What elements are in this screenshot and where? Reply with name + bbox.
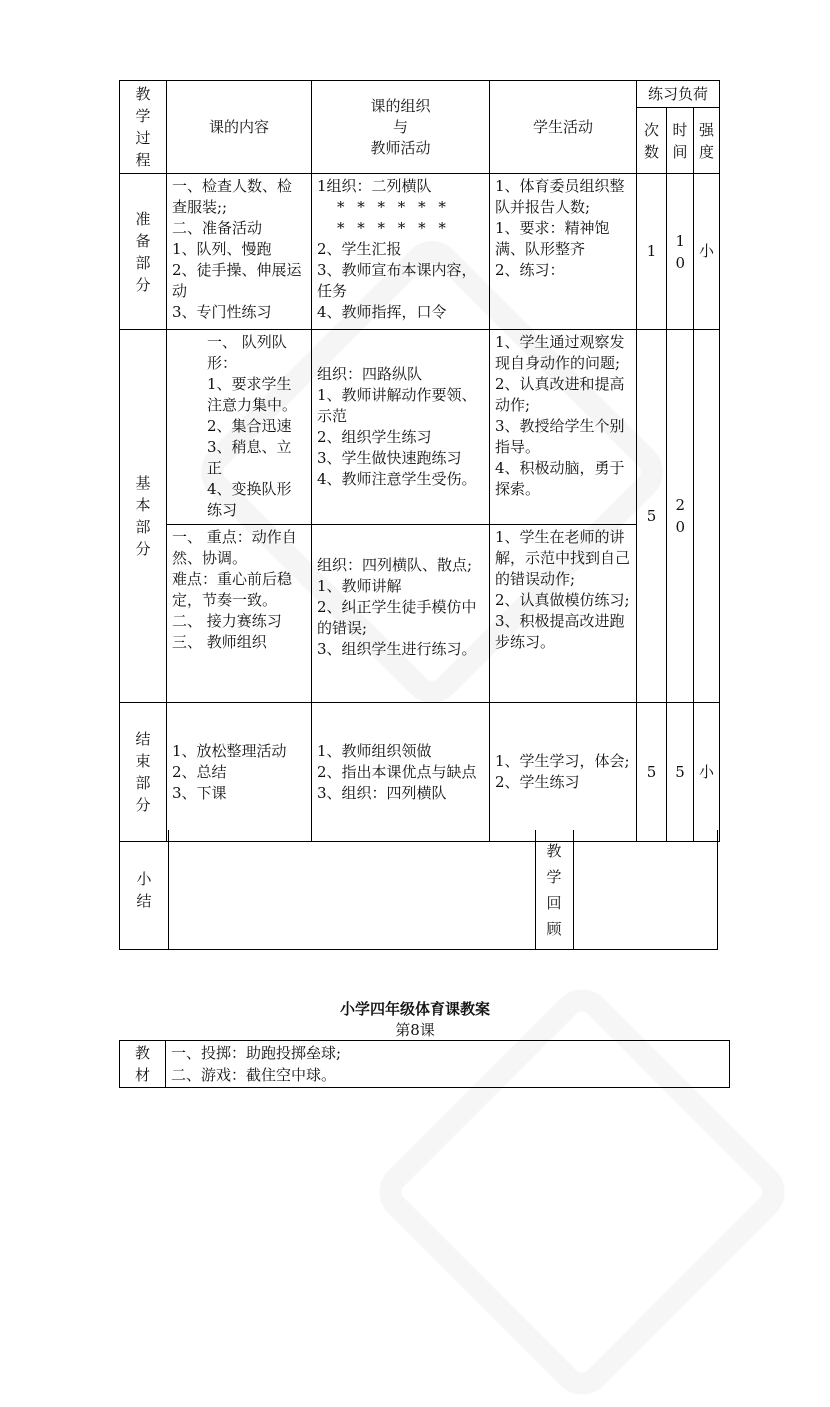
basic-student-a: 1、学生通过观察发现自身动作的问题; 2、认真改进和提高动作; 3、教授给学生个别指导。 4、积极动脑，勇于探索。: [490, 330, 637, 525]
review-label: 教学回顾: [535, 830, 574, 949]
material-items: 一、投掷：助跑投掷垒球; 二、游戏：截住空中球。: [166, 1041, 730, 1088]
lesson-plan-table: [119, 80, 720, 842]
basic-content-b: 一、 重点：动作自然、协调。 难点：重心前后稳定，节奏一致。 二、 接力赛练习 三、 教师组织: [167, 525, 312, 703]
basic-intensity: [694, 330, 720, 703]
header-load: 练习负荷: [637, 81, 720, 108]
end-content: 1、放松整理活动 2、总结 3、下课: [167, 703, 312, 842]
prep-label: 准备部分: [120, 174, 167, 330]
header-intensity: 强度: [694, 108, 720, 174]
basic-duration: 20: [667, 330, 694, 703]
end-label: 结束部分: [120, 703, 167, 842]
header-times: 次数: [637, 108, 667, 174]
end-student: 1、学生学习，体会; 2、学生练习: [490, 703, 637, 842]
prep-organization: 1组织：二列横队 * * * * * * * * * * * * 2、学生汇报 3、教师宣布本课内容，任务 4、教师指挥，口令: [312, 174, 490, 330]
prep-times: 1: [637, 174, 667, 330]
material-label: 教材: [120, 1041, 166, 1088]
basic-organization-a: 组织：四路纵队 1、教师讲解动作要领、示范 2、组织学生练习 3、学生做快速跑练习 4、教师注意学生受伤。: [312, 330, 490, 525]
prep-intensity: 小: [694, 174, 720, 330]
header-content: 课的内容: [167, 81, 312, 174]
end-times: 5: [637, 703, 667, 842]
header-organization: 课的组织 与 教师活动: [312, 81, 490, 174]
lesson-number: 第8课: [395, 1021, 435, 1039]
prep-content: 一、检查人数、检查服装;; 二、准备活动 1、队列、慢跑 2、徒手操、伸展运动 3、专门性练习: [167, 174, 312, 330]
header-duration: 时间: [667, 108, 694, 174]
summary-label: 小结: [120, 830, 169, 949]
basic-student-b: 1、学生在老师的讲解，示范中找到自己的错误动作; 2、认真做模仿练习; 3、积极提高改进跑步练习。: [490, 525, 637, 703]
end-organization: 1、教师组织领做 2、指出本课优点与缺点 3、组织：四列横队: [312, 703, 490, 842]
end-duration: 5: [667, 703, 694, 842]
header-student: 学生活动: [490, 81, 637, 174]
summary-row: [119, 830, 718, 950]
basic-label: 基本部分: [120, 330, 167, 703]
summary-text: [168, 830, 536, 949]
page-title: 小学四年级体育课教案: [339, 1000, 490, 1018]
end-intensity: 小: [694, 703, 720, 842]
prep-student: 1、体育委员组织整队并报告人数; 1、要求：精神饱满、队形整齐 2、练习：: [490, 174, 637, 330]
basic-times: 5: [637, 330, 667, 703]
materials-table: [119, 1040, 730, 1088]
header-process: 教学过程: [120, 81, 167, 174]
basic-content-a: 一、 队列队形： 1、要求学生注意力集中。 2、集合迅速 3、稍息、立正 4、变换队形练习: [167, 330, 312, 525]
basic-organization-b: 组织：四列横队、散点; 1、教师讲解 2、纠正学生徒手模仿中的错误; 3、组织学生进行练习。: [312, 525, 490, 703]
prep-duration: 10: [667, 174, 694, 330]
